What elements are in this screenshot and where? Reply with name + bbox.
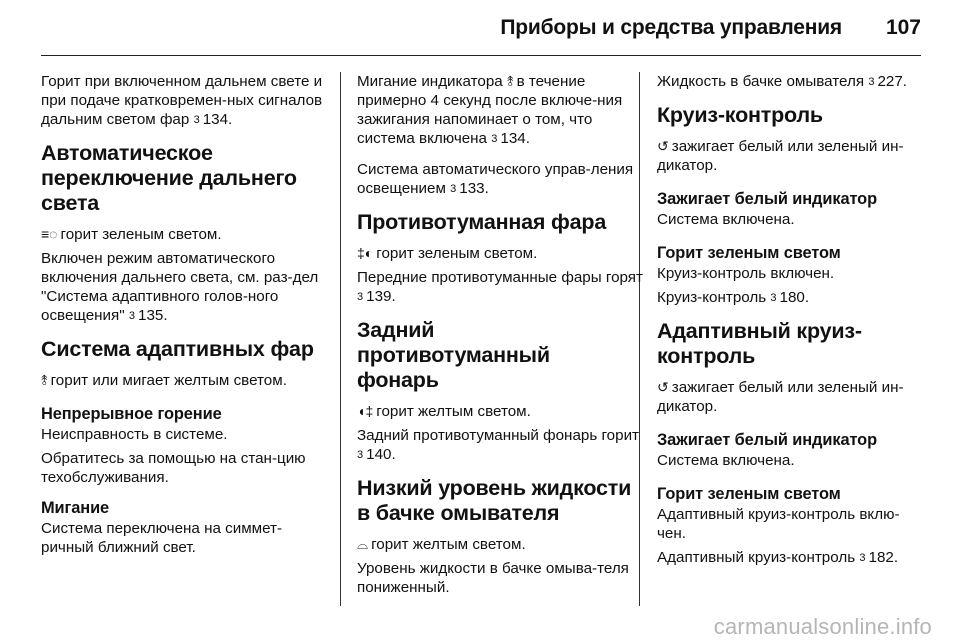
rear-fog-light-icon: ◖‡ xyxy=(357,403,374,419)
paragraph: Мигание индикатора ⥉ в течение примерно 4 секунд после включе-ния зажигания напоминает о том, что система включена 3 134. xyxy=(357,73,623,147)
sub-heading: Непрерывное горение xyxy=(41,405,222,423)
paragraph: Включен режим автоматического включения дальнего света, см. раз-дел "Система адаптивного голов-ного освещения" 3 135. xyxy=(41,250,319,324)
paragraph: Передние противотуманные фары горят 3 139. xyxy=(357,269,643,305)
page-ref-icon: 3 xyxy=(357,291,364,303)
page-ref-icon: 3 xyxy=(770,292,777,304)
paragraph: ⥉ горит или мигает желтым светом. xyxy=(41,372,287,389)
page-title: Приборы и средства управления xyxy=(500,16,842,39)
section-heading: Адаптивный круиз-контроль xyxy=(657,319,862,368)
column-divider xyxy=(340,72,341,606)
page-ref-icon: 3 xyxy=(193,114,200,126)
auto-high-beam-icon: ≡◌ xyxy=(41,226,58,242)
header-divider xyxy=(41,55,921,56)
section-heading: Противотуманная фара xyxy=(357,210,607,234)
adaptive-cruise-control-icon: ↺ xyxy=(657,379,669,395)
sub-heading: Горит зеленым светом xyxy=(657,485,841,503)
page-ref-icon: 3 xyxy=(868,76,875,88)
adaptive-headlight-icon: ⥉ xyxy=(41,372,48,388)
paragraph: Адаптивный круиз-контроль вклю-чен. xyxy=(657,506,900,542)
sub-heading: Зажигает белый индикатор xyxy=(657,190,877,208)
sub-heading: Мигание xyxy=(41,499,110,517)
sub-heading: Зажигает белый индикатор xyxy=(657,431,877,449)
paragraph: ⌓ горит желтым светом. xyxy=(357,536,526,553)
paragraph: ‡◐ горит зеленым светом. xyxy=(357,245,538,262)
column-3 xyxy=(657,72,927,579)
paragraph: Система включена. xyxy=(657,452,795,469)
column-2 xyxy=(357,72,643,608)
paragraph: Неисправность в системе. xyxy=(41,426,228,443)
paragraph: Уровень жидкости в бачке омыва-теля пониженный. xyxy=(357,560,629,596)
section-heading: Круиз-контроль xyxy=(657,103,823,127)
page-header xyxy=(0,0,960,52)
paragraph: Система переключена на симмет-ричный ближний свет. xyxy=(41,520,283,556)
page-ref-icon: 3 xyxy=(859,552,866,564)
page-number: 107 xyxy=(885,16,921,39)
adaptive-headlight-icon: ⥉ xyxy=(507,73,514,89)
paragraph: Задний противотуманный фонарь горит 3 140. xyxy=(357,427,640,463)
section-heading: Низкий уровень жидкости в бачке омывателя xyxy=(357,476,632,525)
washer-fluid-icon: ⌓ xyxy=(357,536,369,552)
column-1 xyxy=(41,72,327,568)
page-ref-icon: 3 xyxy=(491,133,498,145)
cruise-control-icon: ↺ xyxy=(657,138,669,154)
section-heading: Задний противотуманный фонарь xyxy=(357,318,550,392)
paragraph: Жидкость в бачке омывателя 3 227. xyxy=(657,73,908,90)
paragraph: Адаптивный круиз-контроль 3 182. xyxy=(657,549,899,566)
paragraph: ◖‡ горит желтым светом. xyxy=(357,403,531,420)
paragraph: Горит при включенном дальнем свете и при подаче кратковремен-ных сигналов дальним светом фар 3 134. xyxy=(41,73,323,128)
paragraph: Круиз-контроль 3 180. xyxy=(657,289,810,306)
sub-heading: Горит зеленым светом xyxy=(657,244,841,262)
page-ref-icon: 3 xyxy=(128,310,136,322)
paragraph: Обратитесь за помощью на стан-цию техобслуживания. xyxy=(41,450,306,486)
paragraph: Система автоматического управ-ления освещением 3 133. xyxy=(357,161,634,197)
page-ref-icon: 3 xyxy=(450,183,457,195)
paragraph: ↺ зажигает белый или зеленый ин-дикатор. xyxy=(657,379,904,415)
section-heading: Система адаптивных фар xyxy=(41,337,314,361)
page-ref-icon: 3 xyxy=(357,449,364,461)
watermark: carmanualsonline.info xyxy=(713,614,932,639)
fog-light-icon: ‡◐ xyxy=(357,245,374,261)
paragraph: ↺ зажигает белый или зеленый ин-дикатор. xyxy=(657,138,904,174)
paragraph: Система включена. xyxy=(657,211,795,228)
paragraph: ≡◌ горит зеленым светом. xyxy=(41,226,222,243)
paragraph: Круиз-контроль включен. xyxy=(657,265,835,282)
section-heading: Автоматическое переключение дальнего света xyxy=(41,141,297,215)
